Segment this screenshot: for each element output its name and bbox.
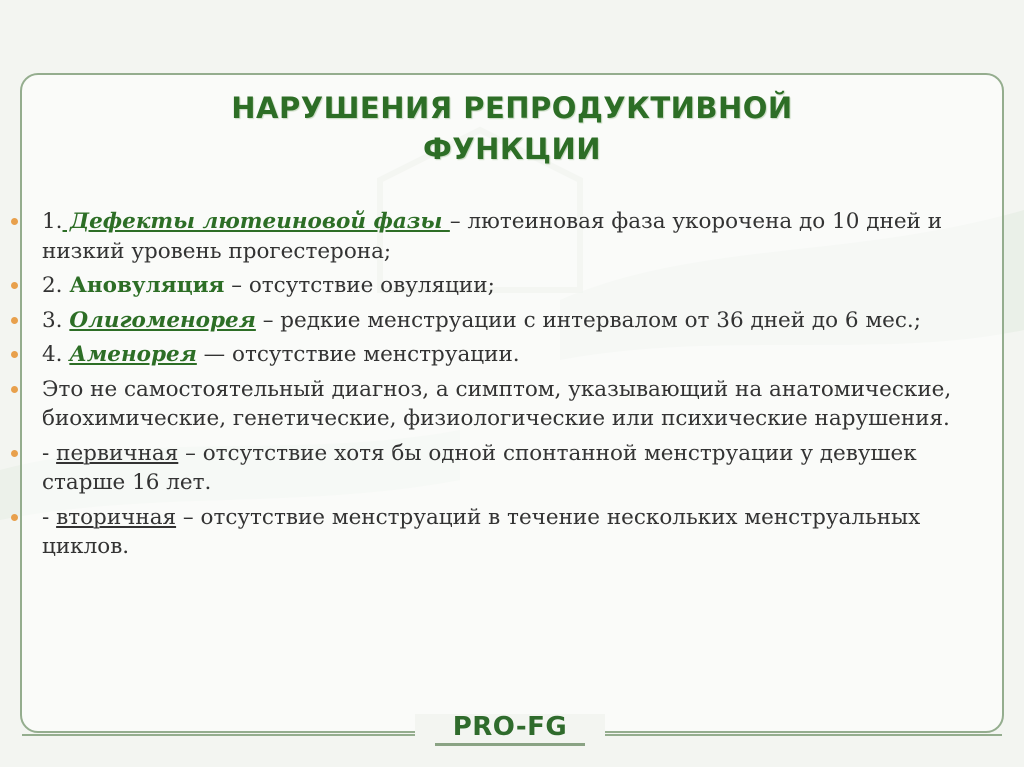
list-item-primary: [42, 439, 992, 498]
term-anovulation: Ановуляция: [69, 273, 225, 298]
list-item-secondary: [42, 503, 992, 562]
list-item-oligomenorrhea: [42, 306, 992, 336]
item-dash: -: [42, 504, 57, 530]
footer-line-right: [598, 734, 1002, 736]
item-description: – редкие менструации с интервалом от 36 дней до 6 мес.;: [255, 307, 922, 333]
item-text: Это не самостоятельный диагноз, а симптом, указывающий на анатомические, биохимические, генетические, физиологические или психические нарушения.: [42, 376, 952, 431]
item-number: 1.: [42, 209, 63, 234]
item-description: – лютеиновая фаза укорочена до 10 дней и низкий уровень прогестерона;: [42, 209, 943, 264]
list-item-anovulation: [42, 271, 992, 301]
bullet-dot: [11, 386, 18, 393]
item-description: – отсутствие овуляции;: [224, 273, 495, 298]
slide-title: [40, 88, 984, 170]
item-number: 4.: [42, 342, 70, 367]
list-item-luteal-defect: [42, 207, 992, 266]
bullet-dot: [11, 218, 18, 225]
term-oligomenorrhea: Олигоменорея: [69, 307, 256, 333]
bullet-dot: [11, 450, 18, 457]
bullet-dot: [11, 317, 18, 324]
title-line-2: ФУНКЦИИ: [422, 132, 602, 166]
term-primary: первичная: [56, 440, 179, 466]
item-dash: -: [42, 440, 57, 466]
item-description: – отсутствие хотя бы одной спонтанной менструации у девушек старше 16 лет.: [42, 440, 917, 495]
slide-body: [42, 207, 992, 567]
bullet-dot: [11, 282, 18, 289]
item-description: – отсутствие менструаций в течение нескольких менструальных циклов.: [42, 504, 921, 559]
item-number: 2.: [42, 273, 70, 298]
list-item-amenorrhea: [42, 340, 992, 370]
item-number: 3.: [42, 307, 70, 333]
bullet-dot: [11, 351, 18, 358]
term-amenorrhea: Аменорея: [69, 342, 197, 367]
term-secondary: вторичная: [56, 504, 177, 530]
list-item-note: [42, 375, 992, 434]
item-description: — отсутствие менструации.: [196, 342, 520, 367]
footer-line-left: [22, 734, 422, 736]
term-luteal-phase-defects: Дефекты лютеиновой фазы: [62, 209, 450, 234]
bullet-dot: [11, 514, 18, 521]
pro-fg-logo: [415, 714, 605, 756]
logo-text: PRO-FG: [452, 712, 568, 742]
logo-underline: [435, 743, 585, 746]
title-line-1: НАРУШЕНИЯ РЕПРОДУКТИВНОЙ: [231, 91, 793, 125]
